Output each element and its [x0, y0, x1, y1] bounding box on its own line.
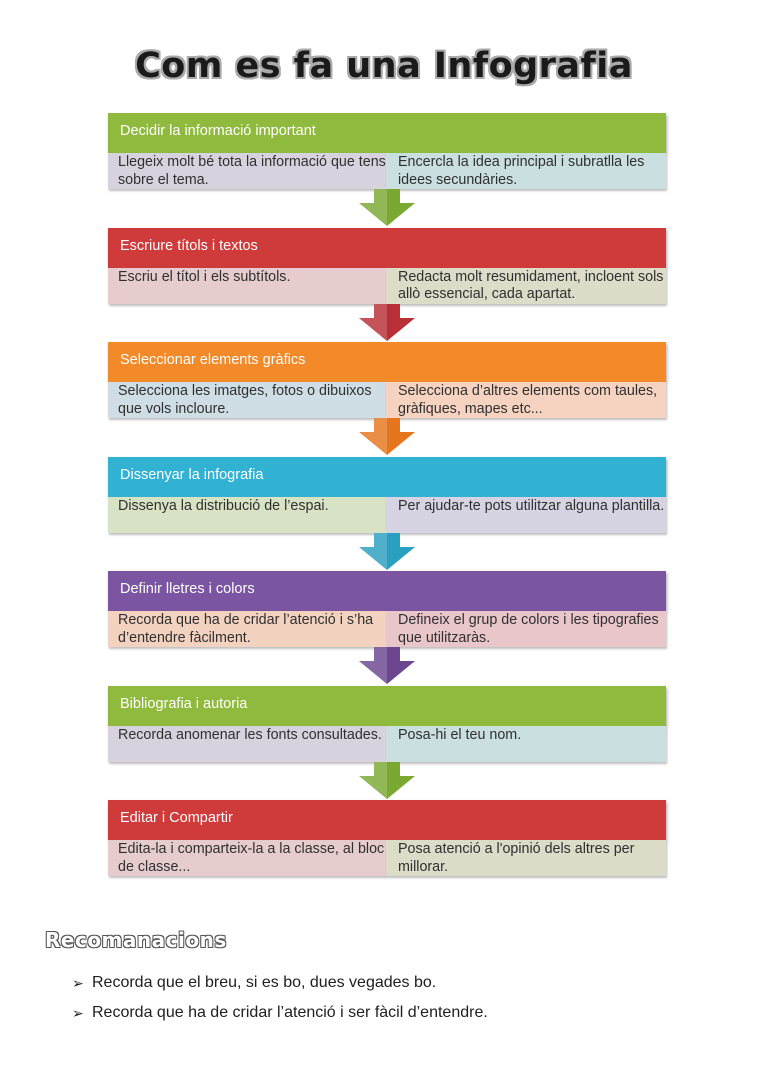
- recommendations-title: Recomanacions: [45, 928, 227, 952]
- flow-step: [108, 571, 666, 647]
- down-arrow-icon: [357, 418, 417, 456]
- list-item: [72, 1002, 722, 1032]
- down-arrow-icon: [357, 304, 417, 342]
- arrow-bullet-icon: ➢: [72, 975, 84, 991]
- arrow-bullet-icon: ➢: [72, 1005, 84, 1021]
- step-header: Decidir la informació important: [108, 113, 666, 153]
- down-arrow-icon: [357, 647, 417, 685]
- flow-step: [108, 342, 666, 418]
- list-item: [72, 972, 722, 1002]
- recommendation-text: Recorda que el breu, si es bo, dues vegades bo.: [92, 974, 437, 991]
- step-left-text: Recorda que ha de cridar l’atenció i s’ha d’entendre fàcilment.: [108, 611, 386, 647]
- step-right-text: Defineix el grup de colors i les tipografies que utilitzaràs.: [386, 611, 666, 647]
- step-left-text: Selecciona les imatges, fotos o dibuixos que vols incloure.: [108, 382, 386, 418]
- step-left-text: Edita-la i comparteix-la a la classe, al bloc de classe...: [108, 840, 386, 876]
- step-left-text: Recorda anomenar les fonts consultades.: [108, 726, 386, 762]
- step-left-text: Escriu el títol i els subtítols.: [108, 268, 386, 304]
- flow-step: [108, 686, 666, 762]
- recommendation-text: Recorda que ha de cridar l’atenció i ser fàcil d’entendre.: [92, 1004, 488, 1021]
- flow-step: [108, 113, 666, 189]
- flow-step: [108, 800, 666, 876]
- step-right-text: Selecciona d’altres elements com taules, gràfiques, mapes etc...: [386, 382, 666, 418]
- recommendations-list: [72, 972, 722, 1032]
- step-header: Bibliografia i autoria: [108, 686, 666, 726]
- down-arrow-icon: [357, 533, 417, 571]
- step-header: Editar i Compartir: [108, 800, 666, 840]
- step-right-text: Per ajudar-te pots utilitzar alguna plantilla.: [386, 497, 666, 533]
- step-header: Seleccionar elements gràfics: [108, 342, 666, 382]
- flow-step: [108, 457, 666, 533]
- page-title: Com es fa una Infografia: [135, 46, 633, 86]
- step-right-text: Encercla la idea principal i subratlla les idees secundàries.: [386, 153, 666, 189]
- down-arrow-icon: [357, 189, 417, 227]
- step-header: Definir lletres i colors: [108, 571, 666, 611]
- step-right-text: Posa-hi el teu nom.: [386, 726, 666, 762]
- step-right-text: Redacta molt resumidament, incloent sols allò essencial, cada apartat.: [386, 268, 666, 304]
- step-right-text: Posa atenció a l'opinió dels altres per millorar.: [386, 840, 666, 876]
- down-arrow-icon: [357, 762, 417, 800]
- step-header: Escriure títols i textos: [108, 228, 666, 268]
- step-left-text: Dissenya la distribució de l’espai.: [108, 497, 386, 533]
- step-header: Dissenyar la infografia: [108, 457, 666, 497]
- flow-step: [108, 228, 666, 304]
- step-left-text: Llegeix molt bé tota la informació que tens sobre el tema.: [108, 153, 386, 189]
